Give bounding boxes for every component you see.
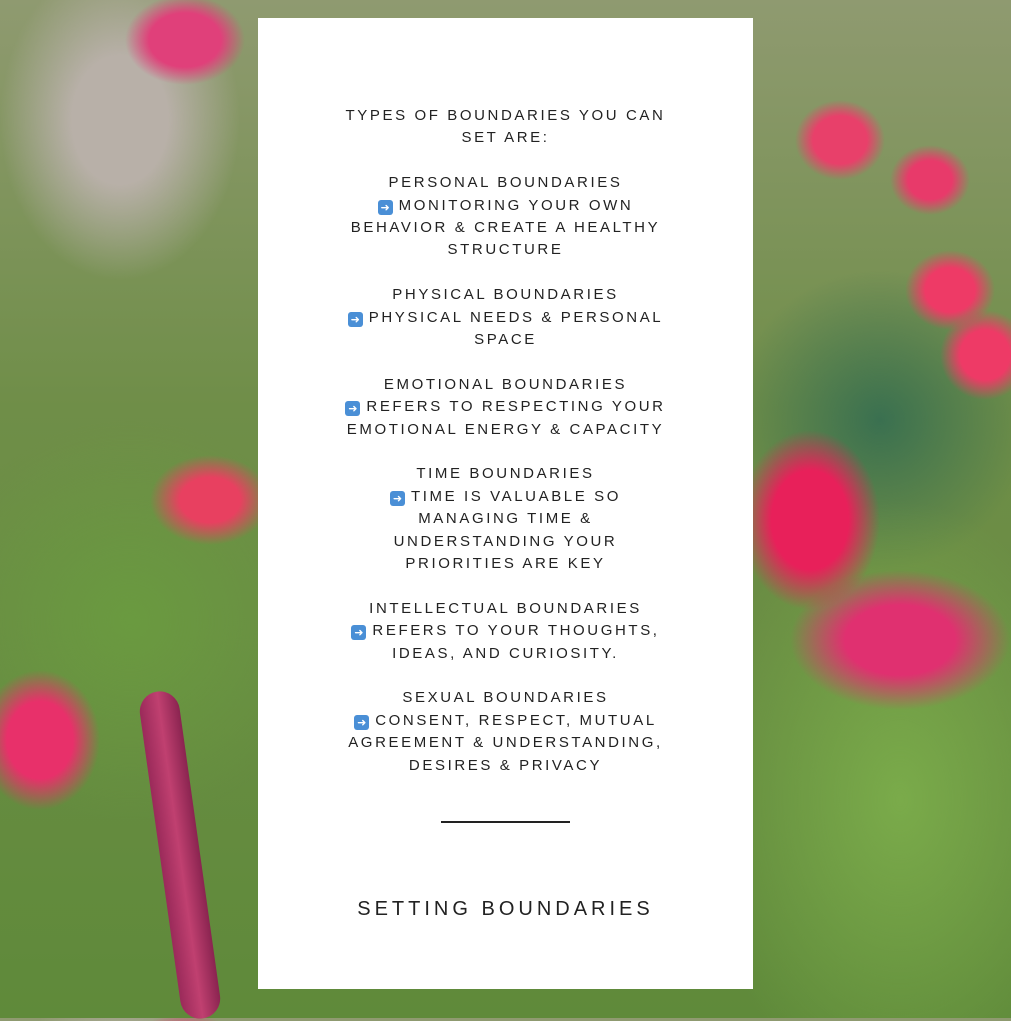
boundary-heading: PHYSICAL BOUNDARIES (392, 286, 619, 304)
right-arrow-icon: ➜ (378, 200, 393, 215)
boundary-section (258, 463, 753, 575)
boundary-heading: SEXUAL BOUNDARIES (402, 689, 609, 707)
right-arrow-icon: ➜ (351, 625, 366, 640)
boundary-description-line (258, 419, 753, 441)
description-text: PRIORITIES ARE KEY (405, 555, 606, 573)
description-text: EMOTIONAL ENERGY & CAPACITY (346, 420, 665, 438)
boundary-heading: INTELLECTUAL BOUNDARIES (369, 599, 642, 617)
description-text: CONSENT, RESPECT, MUTUAL (375, 711, 657, 729)
boundary-description-line (258, 553, 753, 575)
background-flower-stem (137, 689, 223, 1021)
boundary-description-line (258, 486, 753, 508)
boundary-description-line (258, 620, 753, 642)
right-arrow-icon: ➜ (390, 491, 405, 506)
boundary-description-line (258, 396, 753, 418)
boundary-section (258, 598, 753, 665)
boundary-section (258, 284, 753, 351)
description-text: UNDERSTANDING YOUR (393, 532, 618, 550)
boundary-heading: TIME BOUNDARIES (416, 465, 595, 483)
boundary-description-line (258, 531, 753, 553)
page-title: SETTING BOUNDARIES (357, 898, 654, 920)
description-text: DESIRES & PRIVACY (408, 756, 603, 774)
boundary-heading: PERSONAL BOUNDARIES (388, 174, 623, 192)
description-text: STRUCTURE (447, 241, 564, 259)
description-text: MONITORING YOUR OWN (398, 196, 634, 214)
description-text: IDEAS, AND CURIOSITY. (392, 644, 619, 662)
intro (258, 105, 753, 150)
right-arrow-icon: ➜ (354, 715, 369, 730)
description-text: SPACE (474, 331, 537, 349)
boundary-heading: EMOTIONAL BOUNDARIES (383, 375, 628, 393)
boundary-description-line (258, 307, 753, 329)
boundary-description-line (258, 710, 753, 732)
boundary-description-line (258, 755, 753, 777)
boundary-description-line (258, 239, 753, 261)
boundary-description-line (258, 329, 753, 351)
boundary-description-line (258, 732, 753, 754)
intro-line: SET ARE: (461, 129, 550, 147)
content-card (258, 18, 753, 989)
description-text: MANAGING TIME & (418, 510, 593, 528)
description-text: PHYSICAL NEEDS & PERSONAL (368, 308, 664, 326)
description-text: AGREEMENT & UNDERSTANDING, (348, 734, 663, 752)
description-text: TIME IS VALUABLE SO (410, 487, 621, 505)
description-text: BEHAVIOR & CREATE A HEALTHY (350, 219, 661, 237)
description-text: REFERS TO YOUR THOUGHTS, (372, 622, 660, 640)
right-arrow-icon: ➜ (345, 401, 360, 416)
boundary-description-line (258, 508, 753, 530)
boundaries-text (258, 105, 753, 799)
boundary-section (258, 687, 753, 777)
boundary-section (258, 374, 753, 441)
description-text: REFERS TO RESPECTING YOUR (366, 398, 666, 416)
right-arrow-icon: ➜ (348, 312, 363, 327)
divider (441, 821, 570, 823)
boundary-description-line (258, 195, 753, 217)
boundary-section (258, 172, 753, 262)
boundary-description-line (258, 217, 753, 239)
intro-line: TYPES OF BOUNDARIES YOU CAN (345, 107, 666, 124)
boundary-description-line (258, 643, 753, 665)
